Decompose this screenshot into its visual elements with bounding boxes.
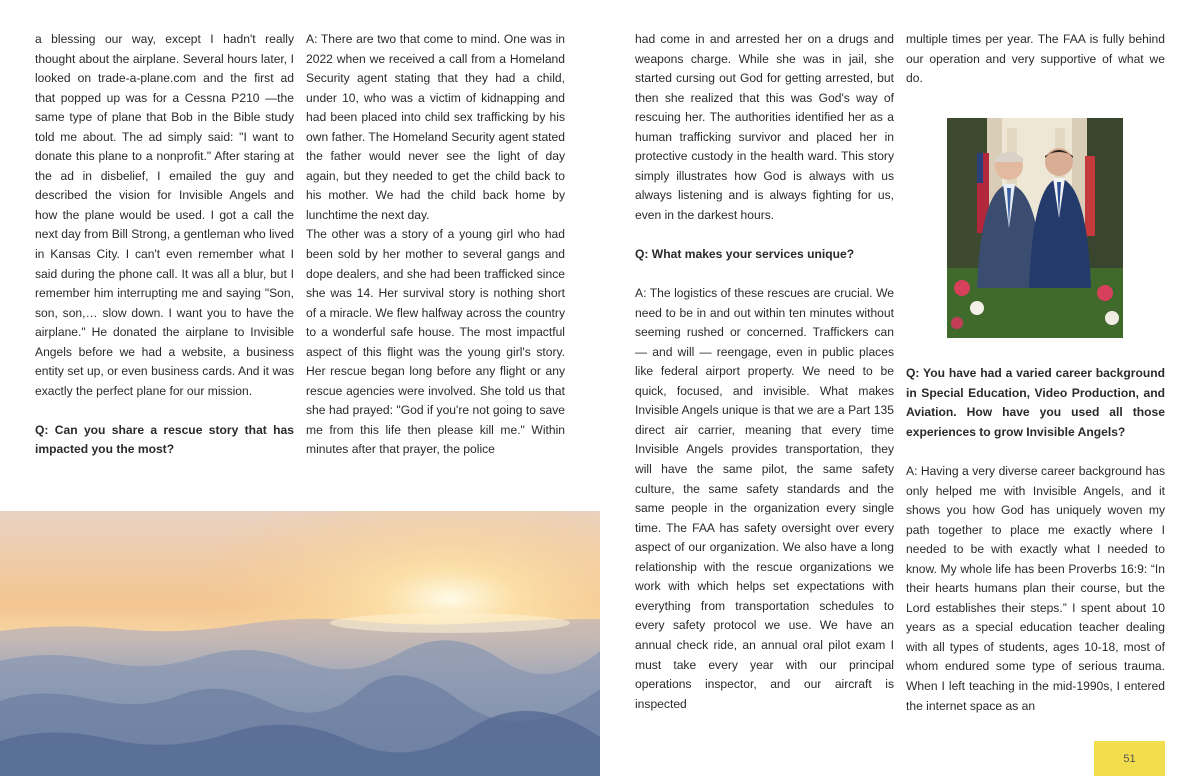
sunset-clouds-photo [0, 511, 600, 776]
interview-question: Q: You have had a varied career background in Special Education, Video Production, and Aviation. How have you used all those experiences to grow Invisible Angels? [906, 366, 1165, 439]
two-men-photo [947, 118, 1123, 338]
body-paragraph: had come in and arrested her on a drugs and weapons charge. While she was in jail, she started cursing out God for getting arrested, but then she realized that this was God's way of rescuing her. The authorities identified her as a human trafficking survivor and placed her in protective custody in the health ward. This story simply illustrates how God is always with us always listening and is always fighting for us, even in the darkest hours. [635, 32, 894, 222]
article-column-1 [35, 30, 294, 490]
body-paragraph: The other was a story of a young girl who had been sold by her mother to several gangs and dope dealers, and she had been trafficked since she was 14. Her survival story is nothing short of a miracle. We flew halfway across the country to a wonderful safe house. The most impactful aspect of this flight was the young girl's story. Her rescue began long before any flight or any rescue agencies were involved. She told us that she had prayed: "God if you're not going to save me from this life then please kill me." Within minutes after that prayer, the police [306, 227, 565, 457]
page-number: 51 [1094, 741, 1165, 776]
body-paragraph: A: Having a very diverse career background has only helped me with Invisible Angels, and it shows you how God has uniquely woven my path together to place me exactly where I needed to be with exactly what I needed to know. My whole life has been Proverbs 16:9: “In their hearts humans plan their course, but the Lord establishes their steps.” I spent about 10 years as a special education teacher dealing with all types of students, ages 10-18, most of whom endured some type of serious trauma. When I left teaching in the mid-1990s, I entered the internet space as an [906, 464, 1165, 713]
body-paragraph: a blessing our way, except I hadn't really thought about the airplane. Several hours later, I looked on trade-a-plane.com and the first ad that popped up was for a Cessna P210 —the same type of plane that Bob in the Bible study told me about. The ad simply said: "I want to donate this plane to a nonprofit." After staring at the ad in disbelief, I emailed the guy and described the vision for Invisible Angels and how the plane would be used. I got a call the next day from Bill Strong, a gentleman who lived in Kansas City. I can't even remember what I said during the phone call. It was all a blur, but I remember him interrupting me and saying "Son, son, son,… slow down. I want you to have the airplane." He donated the airplane to Invisible Angels before we had a website, a business entity set up, or even business cards. And it was exactly the perfect plane for our mission. [35, 32, 294, 398]
body-paragraph: A: There are two that come to mind. One was in 2022 when we received a call from a Homeland Security agent stating that they had a child, under 10, who was a victim of kidnapping and had been placed into child sex trafficking by his own father. The Homeland Security agent stated the father would never see the light of day again, but they needed to get the child back to his mother. We had the child back home by lunchtime the next day. [306, 32, 565, 222]
body-paragraph: A: The logistics of these rescues are crucial. We need to be in and out within ten minutes without seeming rushed or concerned. Traffickers can — and will — reengage, even in public places like federal airport property. We need to be quick, focused, and invisible. What makes Invisible Angels unique is that we are a Part 135 direct air carrier, meaning that every time Invisible Angels provides transportation, they will have the same pilot, the same safety culture, the same safety standards and the same people in the organization every single time. The FAA has safety oversight over every aspect of our organization. We also have a long relationship with the rescue organizations we work with which helps set expectations with everything from transportation schedules to every safety protocol we use. We have an annual check ride, an annual oral pilot exam I must take every year with our principal operations inspector, and our aircraft is inspected [635, 286, 894, 711]
interview-question: Q: What makes your services unique? [635, 247, 855, 262]
interview-question: Q: Can you share a rescue story that has impacted you the most? [35, 422, 294, 457]
article-column-3 [635, 30, 894, 720]
body-paragraph: multiple times per year. The FAA is fully behind our operation and very supportive of what we do. [906, 32, 1165, 86]
article-column-4 [906, 30, 1165, 90]
article-column-2 [306, 30, 565, 490]
